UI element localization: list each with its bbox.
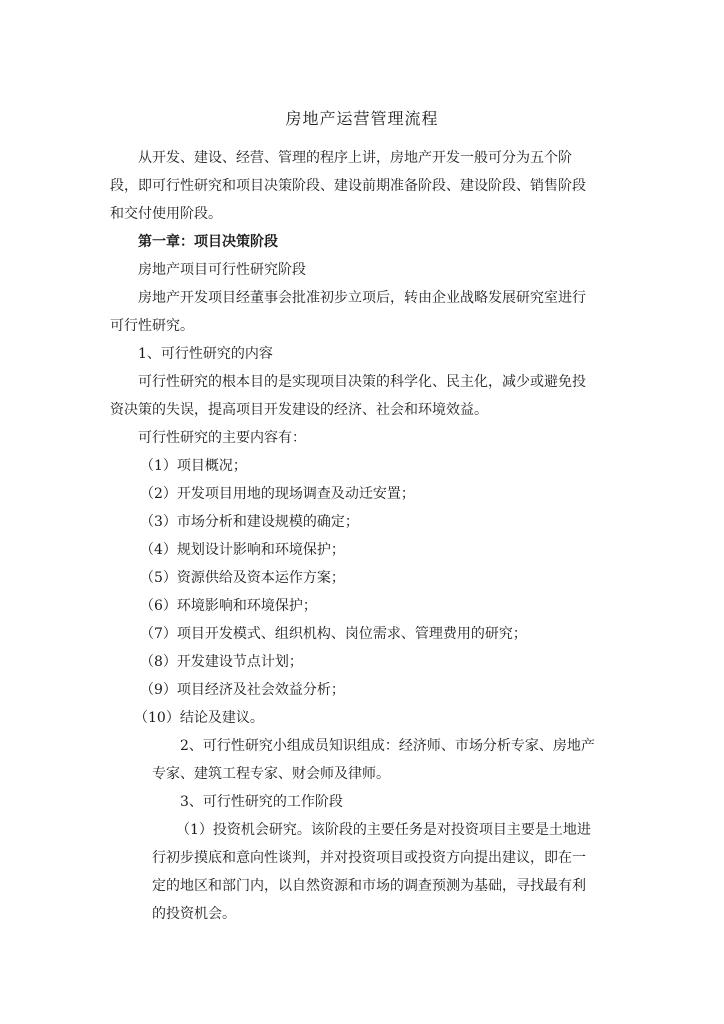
section1-para-line-2: 资决策的失误，提高项目开发建设的经济、社会和环境效益。 xyxy=(110,402,488,418)
section3-para-line-1: （1）投资机会研究。该阶段的主要任务是对投资项目主要是土地进 xyxy=(176,822,591,838)
chapter-subheading: 房地产项目可行性研究阶段 xyxy=(138,262,306,278)
section3-heading: 3、可行性研究的工作阶段 xyxy=(180,794,343,810)
list-item: （10）结论及建议。 xyxy=(134,710,264,726)
document-title: 房地产运营管理流程 xyxy=(285,109,439,128)
section1-para-line-1: 可行性研究的根本目的是实现项目决策的科学化、民主化，减少或避免投 xyxy=(138,374,586,390)
chapter-heading: 第一章：项目决策阶段 xyxy=(138,234,278,250)
para1-line-2: 可行性研究。 xyxy=(110,318,194,334)
para1-line-1: 房地产开发项目经董事会批准初步立项后，转由企业战略发展研究室进行 xyxy=(138,290,586,306)
section3-para-line-3: 定的地区和部门内，以自然资源和市场的调查预测为基础，寻找最有利 xyxy=(152,878,586,894)
section1-lead: 可行性研究的主要内容有： xyxy=(138,430,306,446)
section2-line-1: 2、可行性研究小组成员知识组成：经济师、市场分析专家、房地产 xyxy=(180,738,595,754)
list-item: （5）资源供给及资本运作方案； xyxy=(140,570,345,586)
intro-line-1: 从开发、建设、经营、管理的程序上讲，房地产开发一般可分为五个阶 xyxy=(138,150,572,166)
section1-heading: 1、可行性研究的内容 xyxy=(138,346,273,362)
list-item: （6）环境影响和环境保护； xyxy=(140,598,317,614)
section2-line-2: 专家、建筑工程专家、财会师及律师。 xyxy=(152,766,390,782)
list-item: （4）规划设计影响和环境保护； xyxy=(140,542,345,558)
list-item: （9）项目经济及社会效益分析； xyxy=(140,682,345,698)
section3-para-line-2: 行初步摸底和意向性谈判，并对投资项目或投资方向提出建议，即在一 xyxy=(152,850,586,866)
list-item: （7）项目开发模式、组织机构、岗位需求、管理费用的研究； xyxy=(140,626,527,642)
list-item: （2）开发项目用地的现场调查及动迁安置； xyxy=(140,486,415,502)
intro-line-2: 段，即可行性研究和项目决策阶段、建设前期准备阶段、建设阶段、销售阶段 xyxy=(110,178,586,194)
list-item: （3）市场分析和建设规模的确定； xyxy=(140,514,359,530)
intro-line-3: 和交付使用阶段。 xyxy=(110,206,222,222)
section3-para-line-4: 的投资机会。 xyxy=(152,906,236,922)
list-item: （1）项目概况； xyxy=(140,458,247,474)
list-item: （8）开发建设节点计划； xyxy=(140,654,303,670)
